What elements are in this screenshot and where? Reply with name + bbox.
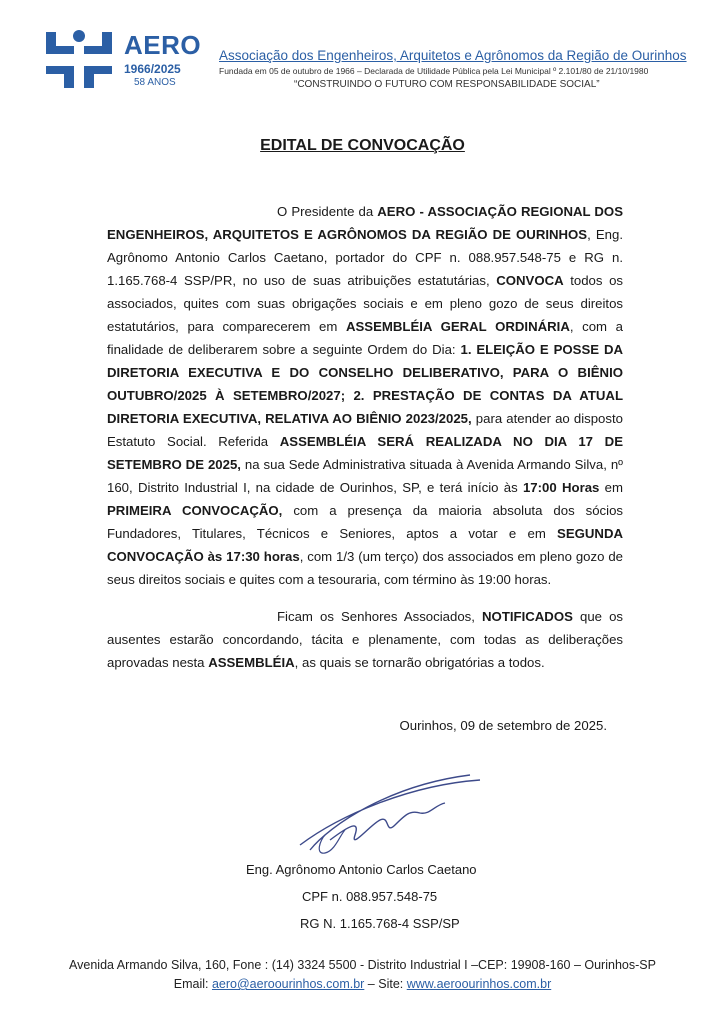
para1-segment: O Presidente da — [277, 204, 378, 219]
logo-years: 1966/2025 — [124, 62, 181, 76]
para1-segment: PRIMEIRA CONVOCAÇÃO, — [107, 503, 283, 518]
paragraph-convocation — [107, 200, 623, 591]
para1-segment: ASSEMBLÉIA SERÁ REALIZADA NO DIA 17 DE SETEMBRO DE 2025, — [107, 434, 623, 472]
para2-segment: NOTIFICADOS — [482, 609, 573, 624]
para1-segment: nº 160, Distrito Industrial I — [107, 457, 623, 495]
org-motto: “CONSTRUINDO O FUTURO COM RESPONSABILIDADE SOCIAL” — [294, 79, 600, 90]
para1-segment: SEGUNDA CONVOCAÇÃO às 17:30 horas — [107, 526, 623, 564]
para1-segment: , na cidade de Ourinhos, SP, e terá início às — [246, 480, 523, 495]
para1-segment: , Eng. Agrônomo Antonio Carlos Caetano, portador do CPF n. 088.957.548-75 e RG n. 1.165.768-4 SSP/PR, no uso de suas atribuições estatutárias, — [107, 227, 623, 288]
para1-segment: AERO - ASSOCIAÇÃO REGIONAL DOS ENGENHEIROS, ARQUITETOS E AGRÔNOMOS DA REGIÃO DE OURINHOS — [107, 204, 623, 242]
para1-segment: , com a finalidade de deliberarem sobre a seguinte Ordem do Dia: — [107, 319, 623, 357]
signature-icon — [270, 765, 485, 865]
aero-logo-icon — [44, 28, 114, 92]
para1-segment: ASSEMBLÉIA GERAL ORDINÁRIA — [345, 319, 570, 334]
footer — [0, 956, 725, 994]
footer-address: Avenida Armando Silva, 160, Fone : (14) 3324 5500 - Distrito Industrial I –CEP: 19908-160 – Ourinhos-SP — [69, 958, 656, 972]
para1-segment: 1. ELEIÇÃO E POSSE DA DIRETORIA EXECUTIVA E DO CONSELHO DELIBERATIVO, PARA O BIÊNIO OUTUBRO/2025 À SETEMBRO/2027; 2. PRESTAÇÃO DE CONTAS DA ATUAL DIRETORIA EXECUTIVA, RELATIVA AO BIÊNIO 2023/2025, — [107, 342, 623, 426]
page-title: EDITAL DE CONVOCAÇÃO — [260, 137, 465, 154]
signer-cpf: CPF n. 088.957.548-75 — [302, 889, 438, 904]
date-line: Ourinhos, 09 de setembro de 2025. — [399, 718, 607, 733]
signer-block — [246, 856, 477, 937]
para1-segment: , com 1/3 (um terço) dos associados em pleno gozo de seus direitos sociais e quites com a tesouraria, com término às 19:00 horas. — [107, 549, 623, 587]
signer-name: Eng. Agrônomo Antonio Carlos Caetano — [246, 862, 477, 877]
logo-anos: 58 ANOS — [134, 77, 176, 88]
email-label: Email: — [173, 977, 212, 991]
letterhead — [44, 26, 687, 96]
email-link[interactable]: aero@aeroourinhos.com.br — [211, 977, 365, 991]
org-name: Associação dos Engenheiros, Arquitetos e Agrônomos da Região de Ourinhos — [219, 48, 687, 63]
para2-segment: ASSEMBLÉIA — [208, 655, 295, 670]
para2-segment: que os ausentes estarão concordando, tácita e plenamente, com todas as deliberações aprovadas nesta — [107, 609, 624, 670]
para1-segment: com a presença da maioria absoluta dos sócios Fundadores, Titulares, Técnicos e Seniores, aptos a votar e em — [107, 503, 624, 541]
para1-segment: na sua Sede Administrativa situada à Avenida Armando Silva, — [240, 457, 611, 472]
paragraph-notification — [107, 605, 623, 674]
para2-segment: , as quais se tornarão obrigatórias a todos. — [294, 655, 545, 670]
logo-name: AERO — [124, 30, 202, 60]
signer-rg: RG N. 1.165.768-4 SSP/SP — [300, 916, 460, 931]
site-label: – Site: — [364, 977, 407, 991]
para2-segment: Ficam os Senhores Associados, — [277, 609, 483, 624]
org-founded: Fundada em 05 de outubro de 1966 – Declarada de Utilidade Pública pela Lei Municipal º 2.101/80 de 21/10/1980 — [219, 66, 649, 76]
site-link[interactable]: www.aeroourinhos.com.br — [406, 977, 552, 991]
para1-segment: todos os associados, quites com suas obrigações sociais e em pleno gozo de seus direitos estatutários, para comparecerem em — [107, 273, 623, 334]
para1-segment: para atender ao disposto Estatuto Social. Referida — [107, 411, 623, 449]
document-body — [107, 200, 623, 674]
para1-segment: em — [599, 480, 623, 495]
para1-segment: CONVOCA — [496, 273, 564, 288]
para1-segment: 17:00 Horas — [522, 480, 600, 495]
